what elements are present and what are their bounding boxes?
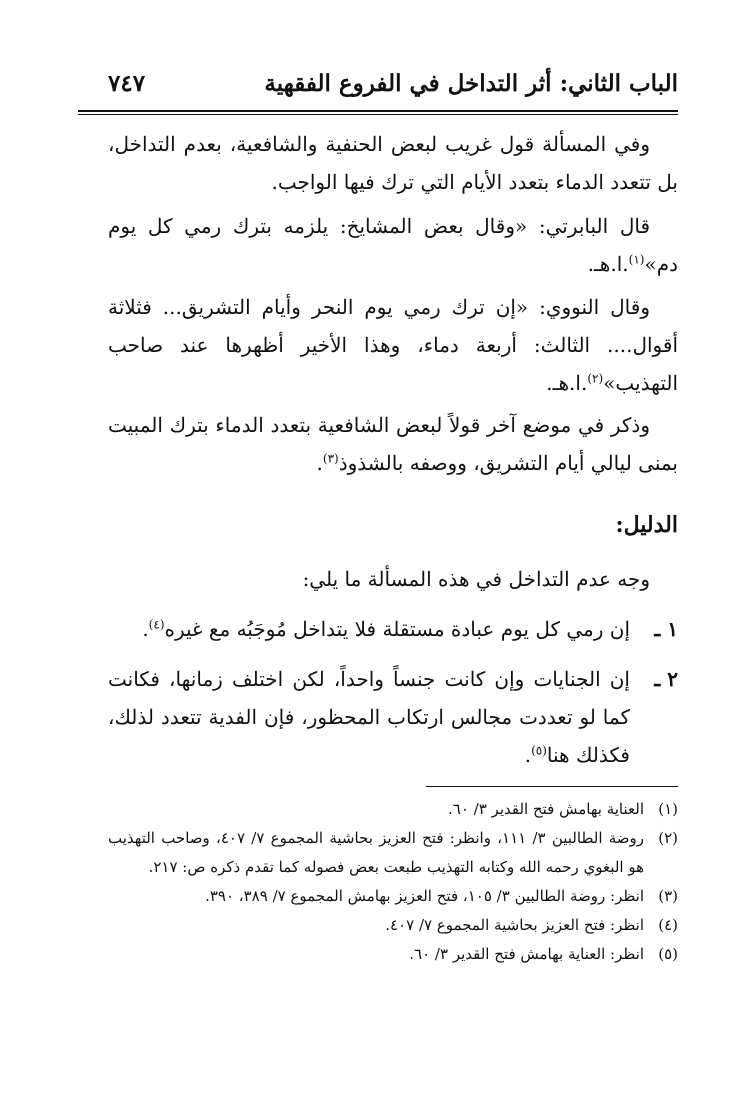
- paragraph-2-suffix: .ا.هـ.: [587, 252, 629, 276]
- paragraph-1-text: وفي المسألة قول غريب لبعض الحنفية والشافعية، بعدم التداخل، بل تتعدد الدماء بتعدد الأيام التي ترك فيها الواجب.: [108, 132, 678, 194]
- section-heading: الدليل:: [615, 512, 678, 538]
- paragraph-2-text: قال البابرتي: «وقال بعض المشايخ: يلزمه بترك رمي كل يوم دم»: [108, 214, 678, 276]
- footnote: [108, 824, 678, 882]
- paragraph-3-text: وقال النووي: «إن ترك رمي يوم النحر وأيام التشريق... فثلاثة أقوال.... الثالث: أربعة دماء، وهذا الأخير أظهرها عند صاحب التهذيب»: [108, 295, 678, 395]
- footnote: [108, 911, 678, 940]
- footnote-text: انظر: العناية بهامش فتح القدير ٣/ ٦٠.: [409, 945, 644, 963]
- evidence-intro-text: وجه عدم التداخل في هذه المسألة ما يلي:: [302, 567, 650, 591]
- section-heading-text: الدليل: [623, 512, 678, 538]
- chapter-title: الباب الثاني: أثر التداخل في الفروع الفقهية: [264, 70, 678, 97]
- footnote-ref-4: (٤): [148, 617, 165, 632]
- footnote-number: (٤): [658, 916, 678, 934]
- paragraph-3: [108, 288, 678, 402]
- paragraph-1: [108, 125, 678, 201]
- footnote-text: انظر: روضة الطالبين ٣/ ١٠٥، فتح العزيز بهامش المجموع ٧/ ٣٨٩، ٣٩٠.: [205, 887, 644, 905]
- paragraph-4-text: وذكر في موضع آخر قولاً لبعض الشافعية بتعدد الدماء بترك المبيت بمنى ليالي أيام التشريق، ووصفه بالشذوذ: [108, 413, 678, 475]
- footnote-number: (٥): [658, 945, 678, 963]
- footnote: [108, 882, 678, 911]
- list-item-number: ١ ـ: [654, 617, 678, 641]
- footnote-text: روضة الطالبين ٣/ ١١١، وانظر: فتح العزيز بحاشية المجموع ٧/ ٤٠٧، وصاحب التهذيب هو البغوي رحمه الله وكتابه التهذيب طبعت بعض فصوله كما تقدم ذكره ص: ٢١٧.: [108, 829, 645, 876]
- footnote: [108, 940, 678, 969]
- footnote-text: العناية بهامش فتح القدير ٣/ ٦٠.: [447, 800, 644, 818]
- footnote-number: (٣): [658, 887, 678, 905]
- footnote-divider: [426, 786, 678, 787]
- list-item-text: إن الجنايات وإن كانت جنساً واحداً، لكن اختلف زمانها، فكانت كما لو تعددت مجالس ارتكاب المحظور، فإن الفدية تتعدد لذلك، فكذلك هنا: [108, 667, 630, 767]
- list-item: [108, 610, 678, 648]
- list-item-suffix: .: [524, 743, 532, 767]
- footnote-number: (٢): [658, 829, 678, 847]
- footnote-number: (١): [658, 800, 678, 818]
- footnotes: [108, 795, 678, 969]
- paragraph-4: [108, 406, 678, 482]
- footnote: [108, 795, 678, 824]
- list-item: [108, 660, 678, 774]
- evidence-intro: [108, 560, 678, 598]
- footnote-ref-5: (٥): [531, 743, 547, 758]
- paragraph-3-suffix: .ا.هـ.: [546, 371, 588, 395]
- page-number: ٧٤٧: [108, 70, 146, 97]
- header-divider: [78, 110, 678, 115]
- footnote-text: انظر: فتح العزيز بحاشية المجموع ٧/ ٤٠٧.: [385, 916, 644, 934]
- footnote-ref-2: (٢): [587, 371, 604, 386]
- paragraph-4-suffix: .: [316, 451, 323, 475]
- footnote-ref-3: (٣): [322, 451, 339, 466]
- list-item-suffix: .: [142, 617, 149, 641]
- list-item-number: ٢ ـ: [654, 667, 678, 691]
- footnote-ref-1: (١): [628, 252, 645, 267]
- page-header: [78, 70, 678, 104]
- list-item-text: إن رمي كل يوم عبادة مستقلة فلا يتداخل مُوجَبُه مع غيره: [164, 617, 630, 641]
- paragraph-2: [108, 207, 678, 283]
